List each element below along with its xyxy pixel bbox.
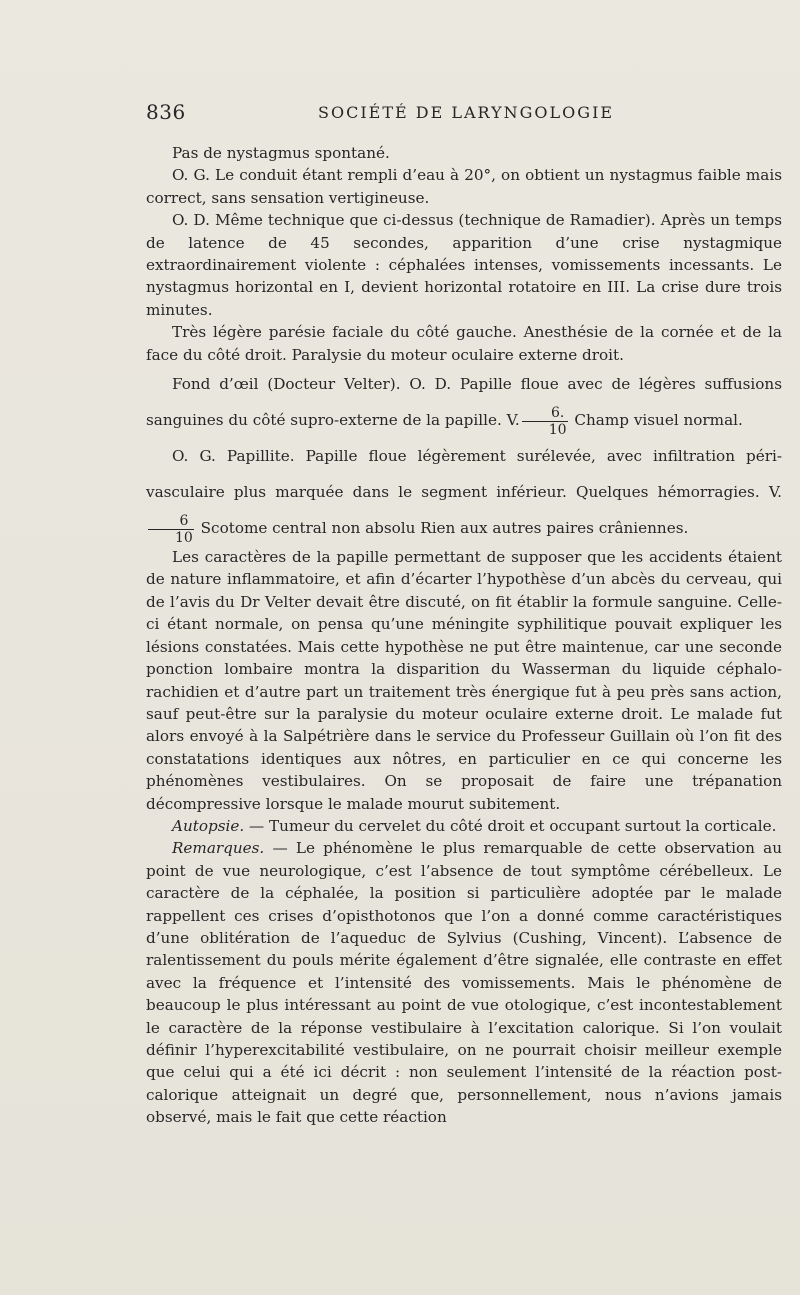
paragraph-fond-oeil — [146, 366, 782, 438]
paragraph-remarques — [146, 837, 782, 1128]
paragraph-nystagmus-spontane: Pas de nystagmus spontané. — [172, 144, 390, 162]
fraction-numerator: 6 — [148, 513, 194, 530]
paragraph-og-papillite — [146, 438, 782, 546]
remarques-text: — Le phénomène le plus remarquable de cette observation au point de vue neurologique, c’est l’absence de tout symptôme cérébelleux. Le caractère de la céphalée, la position si particulière adoptée par le malade rappellent ces crises d’opisthotonos que l’on a donné comme caractéristiques d’une oblitération de l’aqueduc de Sylvius (Cushing, Vincent). L’absence de ralentissement du pouls mérite également d’être signalée, elle contraste en effet avec la fréquence et l’intensité des vomissements. Mais le phénomène de beaucoup le plus intéressant au point de vue otologique, c’est incontestablement le caractère de la réponse vestibulaire à l’excitation calorique. Si l’on voulait définir l’hyperexcitabilité vestibulaire, on ne pourrait choisir meilleur exemple que celui qui a été ici décrit : non seulement l’intensité de la réaction post-calorique atteignait un degré que, personnellement, nous n’avions jamais observé, mais le fait que cette réaction — [146, 839, 782, 1127]
paragraph-discussion: Les caractères de la papille permettant de supposer que les accidents étaient de nature inflammatoire, et afin d’écarter l’hypothèse d’un abcès du cerveau, qui de l’avis du Dr Velter devait être discuté, on fit établir la formule sanguine. Celle-ci étant normale, on pensa qu’une méningite syphilitique pouvait expliquer les lésions constatées. Mais cette hypothèse ne put être maintenue, car une seconde ponction lombaire montra la disparition du Wasserman du liquide céphalo-rachidien et d’autre part un traitement très énergique fut à peu près sans action, sauf peut-être sur la paralysie du moteur oculaire externe droit. Le malade fut alors envoyé à la Salpétrière dans le service du Professeur Guillain où l’on fit des constatations identiques aux nôtres, en particulier en ce qui concerne les phénomènes vestibulaires. On se proposait de faire une trépanation décompressive lorsque le malade mourut subitement. — [146, 548, 782, 813]
papillite-text-b: Scotome central non absolu Rien aux autres paires crâniennes. — [195, 519, 689, 538]
body-text — [146, 142, 782, 1129]
paragraph-og-test: O. G. Le conduit étant rempli d’eau à 20°, on obtient un nystagmus faible mais correct, sans sensation vertigineuse. — [146, 166, 782, 207]
visual-acuity-fraction-od — [522, 405, 568, 438]
page-number: 836 — [146, 100, 186, 124]
fraction-numerator: 6. — [522, 405, 568, 422]
fond-oeil-text-b: Champ visuel normal. — [569, 411, 743, 430]
paragraph-paresie: Très légère parésie faciale du côté gauche. Anesthésie de la cornée et de la face du côté droit. Paralysie du moteur oculaire externe droit. — [146, 323, 782, 364]
autopsie-label: Autopsie. — [172, 816, 245, 835]
running-title: SOCIÉTÉ DE LARYNGOLOGIE — [318, 103, 615, 122]
page-header — [146, 100, 786, 130]
papillite-text-a: O. G. Papillite. Papille floue légèrement surélevée, avec infiltration péri-vasculaire plus marquée dans le segment inférieur. Quelques hémorragies. V. — [146, 447, 782, 502]
paragraph-od-test: O. D. Même technique que ci-dessus (technique de Ramadier). Après un temps de latence de 45 secondes, apparition d’une crise nystagmique extraordinairement violente : céphalées intenses, vomissements incessants. Le nystagmus horizontal en I, devient horizontal rotatoire en III. La crise dure trois minutes. — [146, 211, 782, 319]
remarques-label: Remarques. — [172, 839, 265, 858]
autopsie-text: — Tumeur du cervelet du côté droit et occupant surtout la corticale. — [244, 816, 777, 835]
paragraph-autopsie — [146, 815, 782, 837]
visual-acuity-fraction-og — [148, 513, 194, 546]
fond-oeil-text-a: Fond d’œil (Docteur Velter). O. D. Papille floue avec de légères suffusions sanguines du côté supro-externe de la papille. V. — [146, 375, 782, 430]
fraction-denominator: 10 — [175, 529, 193, 546]
fraction-denominator: 10 — [548, 421, 567, 438]
